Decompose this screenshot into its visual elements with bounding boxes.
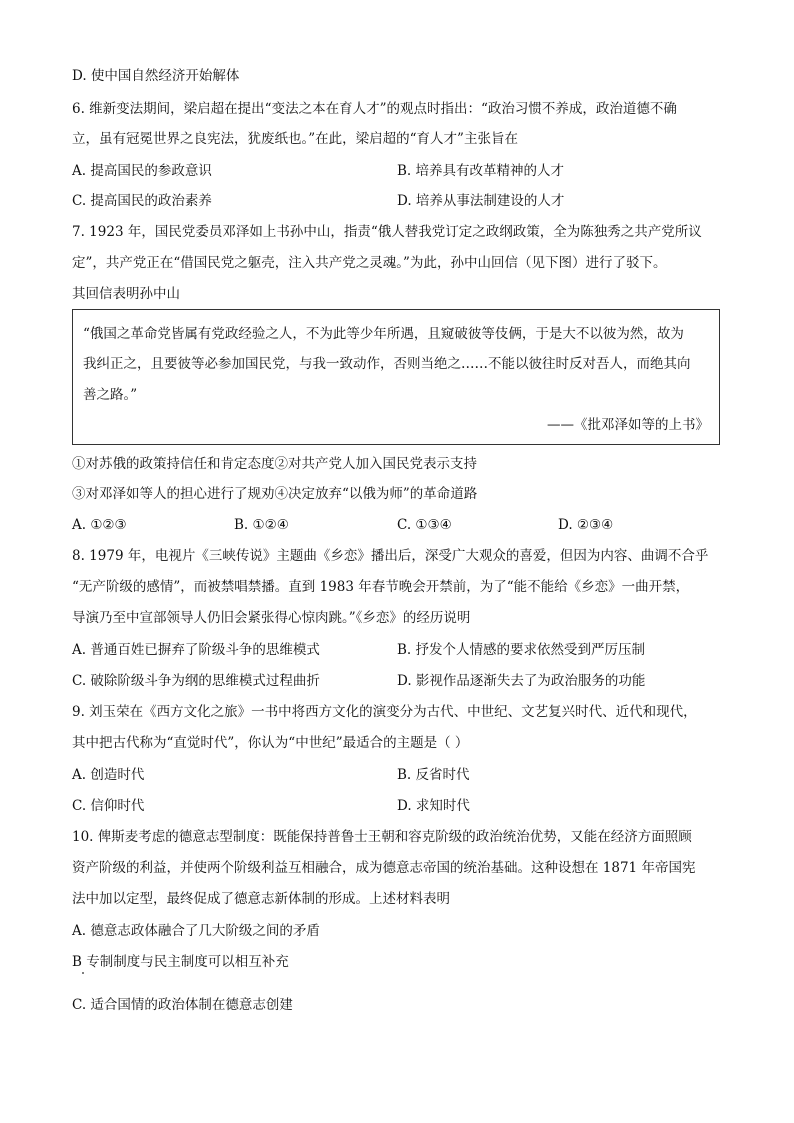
q7-option-a: A. ①②③	[72, 517, 127, 533]
q10-stem-line-1: 10. 俾斯麦考虑的德意志型制度：既能保持普鲁士王朝和容克阶级的政治统治优势，又能在经济方面照顾	[72, 829, 692, 845]
q8-option-d: D. 影视作品逐渐失去了为政治服务的功能	[397, 673, 646, 689]
q10-option-b: B 专制制度与民主制度可以相互补充	[72, 954, 289, 970]
q7-quote-line-2: 我纠正之，且要彼等必参加国民党，与我一致动作，否则当绝之……不能以彼往时反对吾人，而绝其向	[83, 356, 691, 372]
q7-option-c: C. ①③④	[397, 517, 452, 533]
q6-option-c: C. 提高国民的政治素养	[72, 193, 212, 209]
q7-quote-line-1: “俄国之革命党皆属有党政经验之人，不为此等少年所遇，且窥破彼等伎俩，于是大不以彼为然，故为	[83, 326, 684, 342]
q10-option-c: C. 适合国情的政治体制在德意志创建	[72, 997, 293, 1013]
q8-stem-line-3: 导演乃至中宣部领导人仍旧会紧张得心惊肉跳。”《乡恋》的经历说明	[72, 610, 471, 626]
q7-quote-line-3: 善之路。”	[83, 387, 138, 403]
q8-stem-line-1: 8. 1979 年，电视片《三峡传说》主题曲《乡恋》播出后，深受广大观众的喜爱，但因为内容、曲调不合乎	[72, 548, 709, 564]
q10-stem-line-3: 法中加以定型，最终促成了德意志新体制的形成。上述材料表明	[72, 891, 450, 907]
q9-stem-line-1: 9. 刘玉荣在《西方文化之旅》一书中将西方文化的演变分为古代、中世纪、文艺复兴时代、近代和现代，	[72, 704, 697, 720]
q7-option-d: D. ②③④	[558, 517, 614, 533]
q10-stem-line-2: 资产阶级的利益，并使两个阶级利益互相融合，成为德意志帝国的统治基础。这种设想在 1871 年帝国宪	[72, 860, 696, 876]
q6-option-a: A. 提高国民的参政意识	[72, 163, 212, 179]
q9-option-d: D. 求知时代	[397, 798, 470, 814]
q7-quote-box	[72, 309, 720, 445]
q7-statement-2: ③对邓泽如等人的担心进行了规劝④决定放弃“以俄为师”的革命道路	[72, 486, 478, 502]
q8-option-b: B. 抒发个人情感的要求依然受到严厉压制	[397, 642, 646, 658]
q9-stem-line-2: 其中把古代称为“直觉时代”，你认为“中世纪”最适合的主题是（ ）	[72, 735, 469, 751]
q7-stem-line-2: 定”，共产党正在“借国民党之躯壳，注入共产党之灵魂。”为此，孙中山回信（见下图）进行了驳下。	[72, 255, 667, 271]
stray-dot-mark	[82, 972, 84, 974]
q6-option-d: D. 培养从事法制建设的人才	[397, 193, 565, 209]
q8-stem-line-2: “无产阶级的感情”，而被禁唱禁播。直到 1983 年春节晚会开禁前，为了“能不能给《乡恋》一曲开禁，	[72, 579, 690, 595]
q7-statement-1: ①对苏俄的政策持信任和肯定态度②对共产党人加入国民党表示支持	[72, 456, 477, 472]
q6-stem-line-1: 6. 维新变法期间，梁启超在提出“变法之本在育人才”的观点时指出：“政治习惯不养成，政治道德不确	[72, 101, 677, 117]
q10-option-a: A. 德意志政体融合了几大阶级之间的矛盾	[72, 923, 320, 939]
q9-option-a: A. 创造时代	[72, 767, 145, 783]
q8-option-a: A. 普通百姓已摒弃了阶级斗争的思维模式	[72, 642, 320, 658]
q6-stem-line-2: 立，虽有冠冕世界之良宪法，犹废纸也。”在此，梁启超的“育人才”主张旨在	[72, 131, 518, 147]
q6-option-b: B. 培养具有改革精神的人才	[397, 163, 565, 179]
q7-quote-source: ——《批邓泽如等的上书》	[547, 417, 709, 433]
q8-option-c: C. 破除阶级斗争为纲的思维模式过程曲折	[72, 673, 320, 689]
q7-option-b: B. ①②④	[234, 517, 289, 533]
q7-stem-line-3: 其回信表明孙中山	[72, 286, 180, 302]
q9-option-b: B. 反省时代	[397, 767, 470, 783]
q9-option-c: C. 信仰时代	[72, 798, 145, 814]
q7-stem-line-1: 7. 1923 年，国民党委员邓泽如上书孙中山，指责“俄人替我党订定之政纲政策，全为陈独秀之共产党所议	[72, 224, 702, 240]
q5-option-d: D. 使中国自然经济开始解体	[72, 68, 240, 84]
